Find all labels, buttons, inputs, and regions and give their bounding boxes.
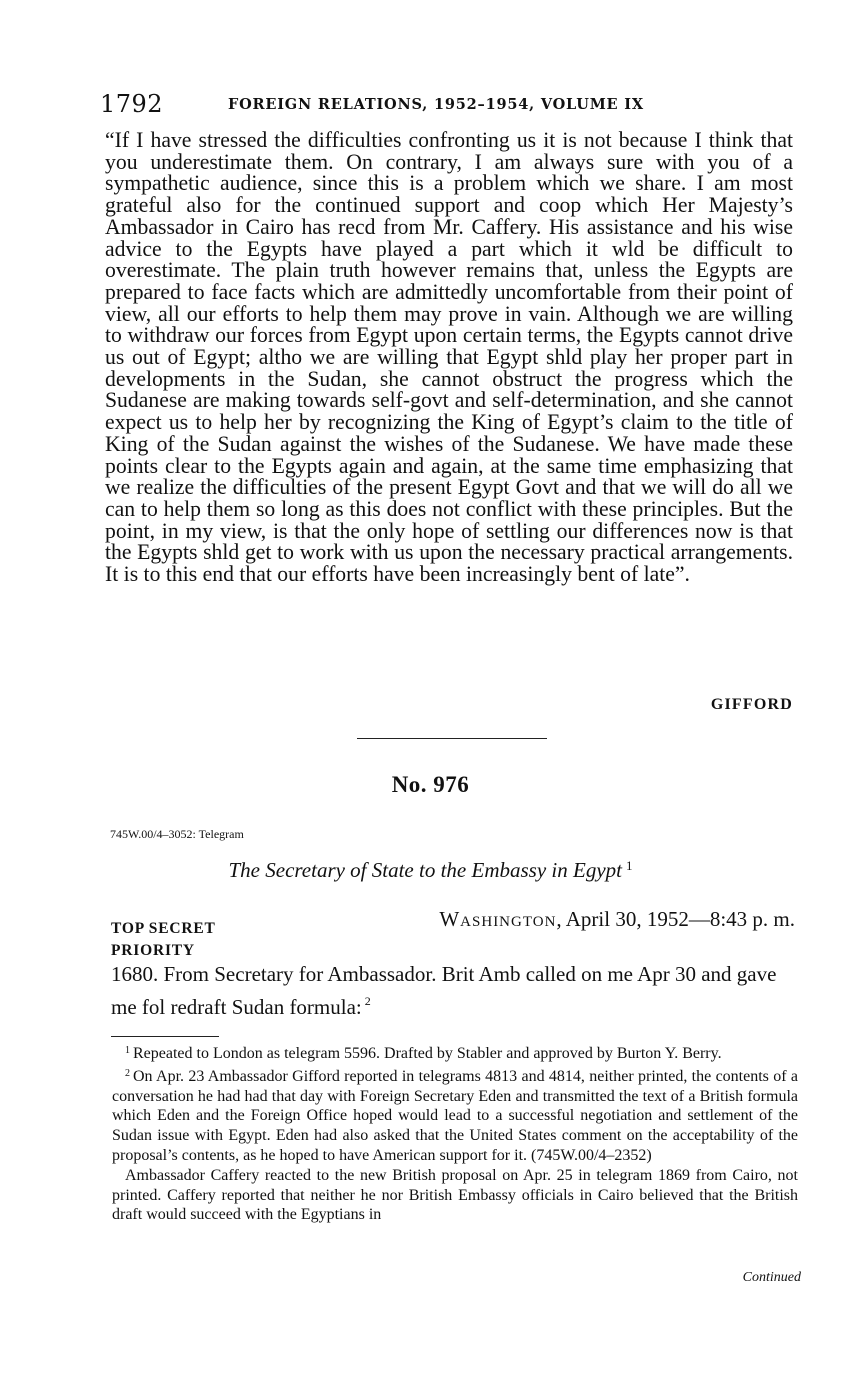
footnote-rule [111, 1036, 219, 1037]
footnotes [112, 1041, 798, 1225]
page-number: 1792 [100, 90, 164, 118]
telegram-body [111, 961, 797, 1021]
footnote-1-marker: 1 [125, 1045, 130, 1056]
footnote-2-marker: 2 [125, 1067, 130, 1079]
quoted-message: “If I have stressed the difficulties confronting us it is not because I think that you underestimate them. On contrary, I am always sure with you of a sympathetic audience, since this is a problem which we share. I am most grateful also for the continued support and coop which Her Majesty’s Ambassador in Cairo has recd from Mr. Caffery. His assistance and his wise advice to the Egypts have played a part which it wld be difficult to overestimate. The plain truth however remains that, unless the Egypts are prepared to face facts which are admittedly uncomfortable from their point of view, all our efforts to help them may prove in vain. Although we are willing to withdraw our forces from Egypt upon certain terms, the Egypts cannot drive us out of Egypt; altho we are willing that Egypt shld play her proper part in developments in the Sudan, she cannot obstruct the progress which the Sudanese are making towards self-govt and self-determination, and she cannot expect us to help her by recognizing the King of Egypt’s claim to the title of King of the Sudan against the wishes of the Sudanese. We have made these points clear to the Egypts again and again, at the same time emphasizing that we realize the difficulties of the present Egypt Govt and that we will do all we can to help them so long as this does not conflict with these principles. But the point, in my view, is that the only hope of settling our differences now is that the Egypts shld get to work with us upon the necessary practical arrangements. It is to this end that our efforts have been increasingly bent of late”. [105, 128, 793, 587]
footnote-1 [112, 1041, 798, 1064]
footnote-2-continuation [112, 1166, 798, 1225]
footnote-2-text: On Apr. 23 Ambassador Gifford reported in telegrams 4813 and 4814, neither printed, the contents of a conversation he had had that day with Foreign Secretary Eden and transmitted the text of a British formula which Eden and the Foreign Office hoped would lead to a successful negotiation and settlement of the Sudan issue with Egypt. Eden had also asked that the United States comment on the acceptability of the proposal’s contents, as he hoped to have American support for it. (745W.00/4–2352) [112, 1067, 798, 1164]
file-reference: 745W.00/4–3052: Telegram [110, 827, 244, 841]
dateline-place: Washington [439, 907, 557, 931]
footnote-ref-1[interactable]: 1 [625, 858, 633, 873]
document-number: No. 976 [391, 772, 470, 797]
section-divider [357, 738, 547, 739]
footnote-ref-2[interactable]: 2 [364, 994, 371, 1008]
footnote-2-continuation-text: Ambassador Caffery reacted to the new British proposal on Apr. 25 in telegram 1869 from Cairo, not printed. Caffery reported that neither he nor British Embassy officials in Cairo believed that the British draft would succeed with the Egyptians in [112, 1166, 798, 1224]
dateline-date: , April 30, 1952—8:43 p. m. [556, 907, 795, 931]
signature: GIFFORD [710, 696, 793, 713]
classification-block [111, 918, 216, 962]
footnote-1-text: Repeated to London as telegram 5596. Drafted by Stabler and approved by Burton Y. Berry. [133, 1045, 722, 1062]
continued-label: Continued [742, 1270, 801, 1285]
telegram-body-text: 1680. From Secretary for Ambassador. Brit Amb called on me Apr 30 and gave me fol redraft Sudan formula: [111, 962, 777, 1019]
dateline [439, 907, 795, 932]
precedence-label: PRIORITY [111, 942, 195, 959]
classification-label: TOP SECRET [111, 920, 216, 937]
footnote-2 [112, 1064, 798, 1166]
document-title-text: The Secretary of State to the Embassy in Egypt [228, 858, 622, 882]
document-title [0, 858, 861, 883]
running-title: FOREIGN RELATIONS, 1952–1954, VOLUME IX [228, 96, 644, 113]
